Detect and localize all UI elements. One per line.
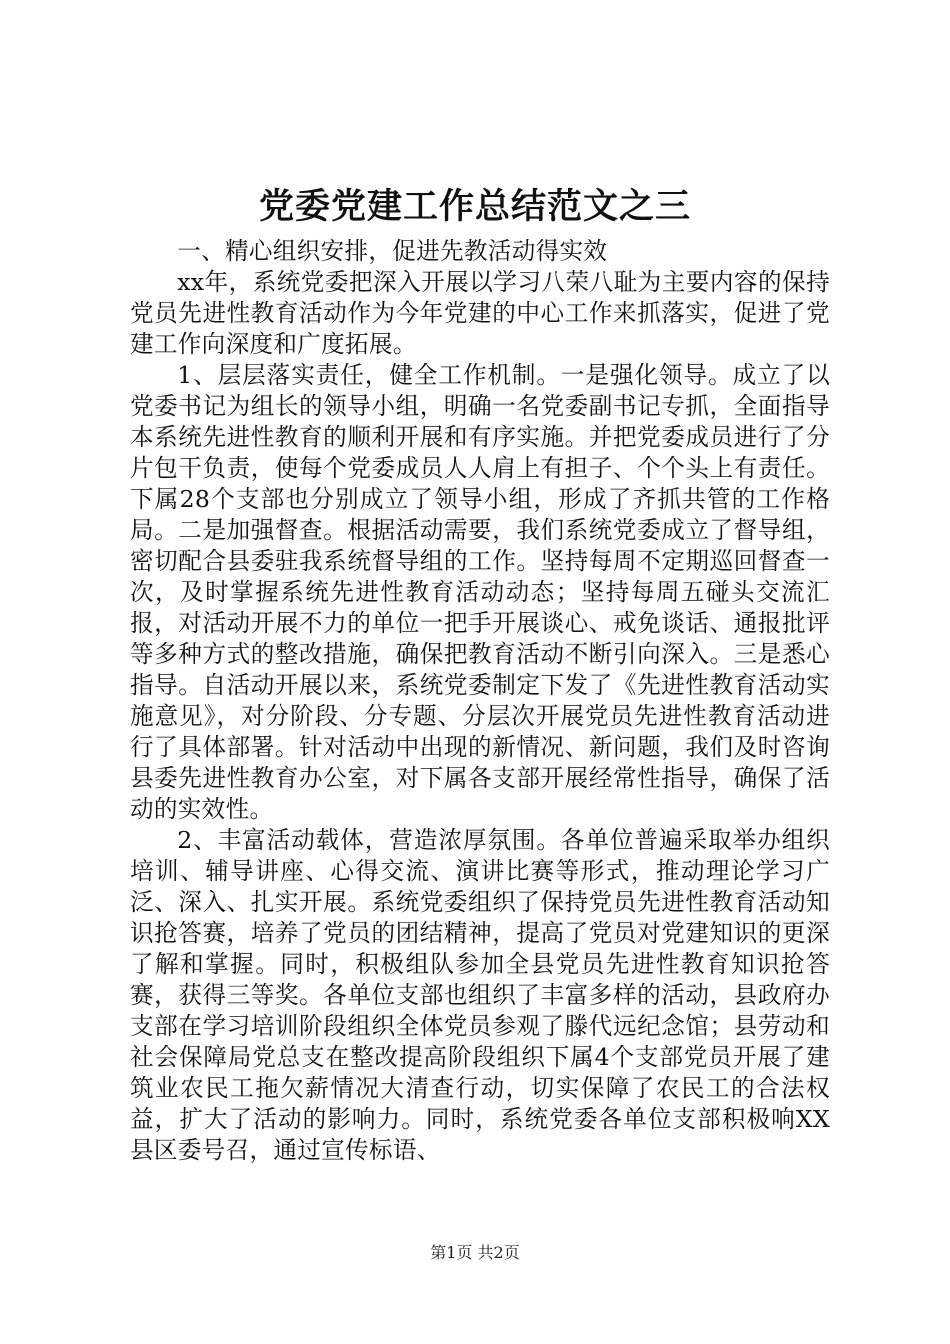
body-paragraph: 2、丰富活动载体，营造浓厚氛围。各单位普遍采取举办组织培训、辅导讲座、心得交流、演讲比赛等形式，推动理论学习广泛、深入、扎实开展。系统党委组织了保持党员先进性教育活动知识抢答赛，培养了党员的团结精神，提高了党员对党建知识的更深了解和掌握。同时，积极组队参加全县党员先进性教育知识抢答赛，获得三等奖。各单位支部也组织了丰富多样的活动，县政府办支部在学习培训阶段组织全体党员参观了滕代远纪念馆；县劳动和社会保障局党总支在整改提高阶段组织下属4个支部党员开展了建筑业农民工拖欠薪情况大清查行动，切实保障了农民工的合法权益，扩大了活动的影响力。同时，系统党委各单位支部积极响XX县区委号召，通过宣传标语、 (130, 826, 830, 1164)
document-title: 党委党建工作总结范文之三 (258, 186, 691, 227)
section-heading: 一、精心组织安排，促进先教活动得实效 (177, 237, 608, 265)
document-body (130, 236, 830, 1166)
body-paragraph: xx年，系统党委把深入开展以学习八荣八耻为主要内容的保持党员先进性教育活动作为今年党建的中心工作来抓落实，促进了党建工作向深度和广度拓展。 (130, 268, 830, 358)
body-paragraph: 1、层层落实责任，健全工作机制。一是强化领导。成立了以党委书记为组长的领导小组，明确一名党委副书记专抓，全面指导本系统先进性教育的顺利开展和有序实施。并把党委成员进行了分片包干负责，使每个党委成员人人肩上有担子、个个头上有责任。下属28个支部也分别成立了领导小组，形成了齐抓共管的工作格局。二是加强督查。根据活动需要，我们系统党委成立了督导组，密切配合县委驻我系统督导组的工作。坚持每周不定期巡回督查一次，及时掌握系统先进性教育活动动态；坚持每周五碰头交流汇报，对活动开展不力的单位一把手开展谈心、戒免谈话、通报批评等多种方式的整改措施，确保把教育活动不断引向深入。三是悉心指导。自活动开展以来，系统党委制定下发了《先进性教育活动实施意见》，对分阶段、分专题、分层次开展党员先进性教育活动进行了具体部署。针对活动中出现的新情况、新问题，我们及时咨询县委先进性教育办公室，对下属各支部开展经常性指导，确保了活动的实效性。 (130, 361, 830, 823)
page-number-footer: 第1页 共2页 (430, 1243, 520, 1262)
